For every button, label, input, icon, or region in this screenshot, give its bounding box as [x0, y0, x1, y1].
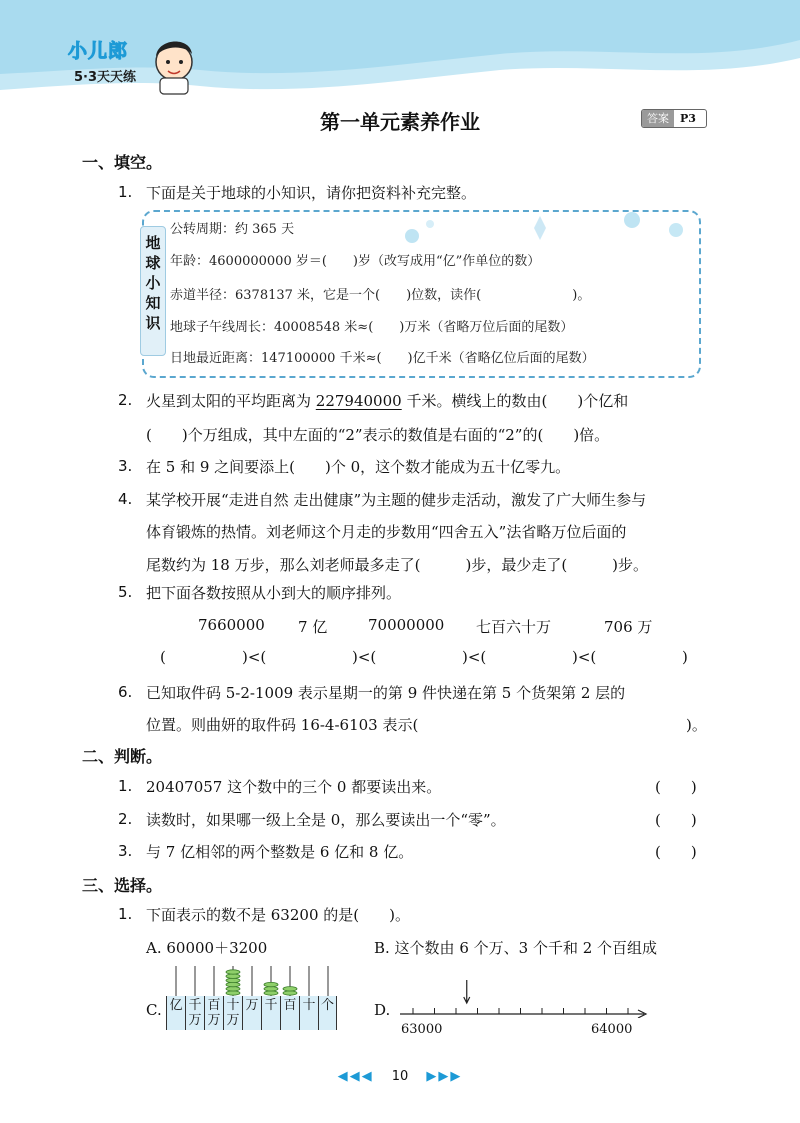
q5-number-item: 706 万: [604, 618, 653, 636]
q5-number-item: 7 亿: [298, 618, 328, 636]
q2-line1-before: 火星到太阳的平均距离为: [146, 392, 312, 410]
answer-page: P3: [680, 112, 696, 125]
judge-3-number: 3.: [118, 842, 133, 860]
judge-3-text: 与 7 亿相邻的两个整数是 6 亿和 8 亿。: [146, 843, 414, 861]
q5-numbers-row: [0, 616, 800, 638]
abacus-place-label: 千: [261, 996, 280, 1030]
q1-text: 下面是关于地球的小知识，请你把资料补充完整。: [146, 184, 477, 202]
q1-number: 1.: [118, 183, 133, 201]
next-arrows-icon[interactable]: ▶▶▶: [426, 1069, 463, 1084]
judge-3-answer[interactable]: ( ): [655, 843, 697, 861]
q6-line2[interactable]: 位置。则曲妍的取件码 16-4-6103 表示(: [146, 716, 419, 734]
numberline-end-label: 64000: [591, 1022, 633, 1037]
prev-arrows-icon[interactable]: ◀◀◀: [337, 1069, 374, 1084]
option-c-label[interactable]: C.: [146, 1001, 162, 1019]
q2-line1[interactable]: [146, 390, 628, 411]
q4-line2: 体育锻炼的热情。刘老师这个月走的步数用“四舍五入”法省略万位后面的: [146, 523, 627, 541]
judge-1-number: 1.: [118, 777, 133, 795]
q2-line2[interactable]: ( )个万组成，其中左面的“2”表示的数值是右面的“2”的( )倍。: [146, 426, 610, 444]
q5-number-item: 七百六十万: [476, 618, 552, 636]
abacus-bead: [226, 987, 240, 991]
abacus-bead: [264, 982, 278, 986]
judge-2-text: 读数时，如果哪一级上全是 0，那么要读出一个“零”。: [146, 811, 506, 829]
abacus-place-label: 百万: [204, 996, 223, 1030]
q3-number: 3.: [118, 457, 133, 475]
section-judge-title: 二、判断。: [82, 747, 163, 766]
number-line: [398, 978, 648, 1018]
page-footer: [0, 1069, 800, 1084]
abacus-bead: [264, 987, 278, 991]
abacus-place-label: 十: [299, 996, 318, 1030]
abacus-place-label: 十万: [223, 996, 242, 1030]
q2-number: 2.: [118, 391, 133, 409]
q6-line1: 已知取件码 5-2-1009 表示星期一的第 9 件快递在第 5 个货架第 2 层的: [146, 684, 626, 702]
box-line-meridian[interactable]: 地球子午线周长：40008548 米≈( )万米（省略万位后面的尾数）: [170, 320, 574, 335]
q5-compare-part: )<(: [572, 648, 597, 666]
box-line-sun-distance[interactable]: 日地最近距离：147100000 千米≈( )亿千米（省略亿位后面的尾数）: [170, 351, 595, 366]
answer-tag[interactable]: [641, 109, 707, 128]
abacus-place-label: 个: [318, 996, 337, 1030]
q4-line3[interactable]: 尾数约为 18 万步，那么刘老师最多走了( )步，最少走了( )步。: [146, 556, 649, 574]
box-line-radius[interactable]: 赤道半径：6378137 米，它是一个( )位数，读作( )。: [170, 288, 591, 303]
q5-compare-part: )<(: [242, 648, 267, 666]
q4-number: 4.: [118, 490, 133, 508]
q6-line2-end: )。: [686, 716, 707, 734]
abacus-bead: [283, 991, 297, 995]
q5-number-item: 7660000: [198, 616, 265, 634]
abacus-bead: [226, 970, 240, 974]
q5-compare-part: (: [160, 648, 166, 666]
mascot-icon: [156, 41, 192, 94]
abacus-bead: [226, 974, 240, 978]
box-side-char: 球: [145, 254, 161, 272]
abacus-bead: [226, 978, 240, 982]
q5-compare-part: )<(: [352, 648, 377, 666]
choice-1-text[interactable]: 下面表示的数不是 63200 的是( )。: [146, 906, 410, 924]
section-fill-blank-title: 一、填空。: [82, 153, 163, 172]
q2-line1-after: 千米。横线上的数由( )个亿和: [406, 392, 629, 410]
box-line-age[interactable]: 年龄：4600000000 岁＝( )岁（改写成用“亿”作单位的数）: [170, 254, 541, 269]
abacus-bead: [264, 991, 278, 995]
abacus-bead: [283, 987, 297, 991]
box-line-orbit: 公转周期：约 365 天: [170, 222, 295, 237]
q5-compare-row[interactable]: [0, 648, 800, 670]
box-side-char: 知: [145, 294, 161, 312]
abacus-place-label: 百: [280, 996, 299, 1030]
q4-line1: 某学校开展“走进自然 走出健康”为主题的健步走活动，激发了广大师生参与: [146, 491, 647, 509]
abacus-bead: [226, 982, 240, 986]
q2-distance-number: 227940000: [315, 392, 402, 410]
judge-2-number: 2.: [118, 810, 133, 828]
abacus-place-label: 万: [242, 996, 261, 1030]
choice-1-number: 1.: [118, 905, 133, 923]
answer-label: 答案: [642, 110, 674, 127]
box-decoration: [400, 212, 695, 252]
q5-number-item: 70000000: [368, 616, 445, 634]
option-b[interactable]: B. 这个数由 6 个万、3 个千和 2 个百组成: [374, 939, 658, 957]
section-choice-title: 三、选择。: [82, 876, 163, 895]
page-number: 10: [391, 1069, 409, 1084]
q5-text: 把下面各数按照从小到大的顺序排列。: [146, 584, 402, 602]
q5-number: 5.: [118, 583, 133, 601]
q6-number: 6.: [118, 683, 133, 701]
box-side-char: 小: [145, 274, 161, 292]
option-a[interactable]: A. 60000＋3200: [146, 939, 268, 957]
judge-1-answer[interactable]: ( ): [655, 778, 697, 796]
logo-subtitle: 5·3天天练: [74, 70, 137, 85]
abacus-place-label: 亿: [166, 996, 185, 1030]
q5-compare-part: ): [682, 648, 688, 666]
numberline-start-label: 63000: [401, 1022, 443, 1037]
judge-1-text: 20407057 这个数中的三个 0 都要读出来。: [146, 778, 442, 796]
judge-2-answer[interactable]: ( ): [655, 811, 697, 829]
q5-compare-part: )<(: [462, 648, 487, 666]
box-side-char: 地: [145, 234, 161, 252]
abacus-bead: [226, 991, 240, 995]
numberline-pointer: [464, 980, 470, 1003]
page-title: 第一单元素养作业: [320, 110, 480, 134]
box-side-label: [140, 226, 166, 356]
abacus-rods: [165, 966, 339, 996]
q3-text[interactable]: 在 5 和 9 之间要添上( )个 0，这个数才能成为五十亿零九。: [146, 458, 571, 476]
box-side-char: 识: [145, 314, 161, 332]
logo-title: 小儿郎: [68, 40, 129, 62]
option-d-label[interactable]: D.: [374, 1001, 391, 1019]
abacus-place-label: 千万: [185, 996, 204, 1030]
